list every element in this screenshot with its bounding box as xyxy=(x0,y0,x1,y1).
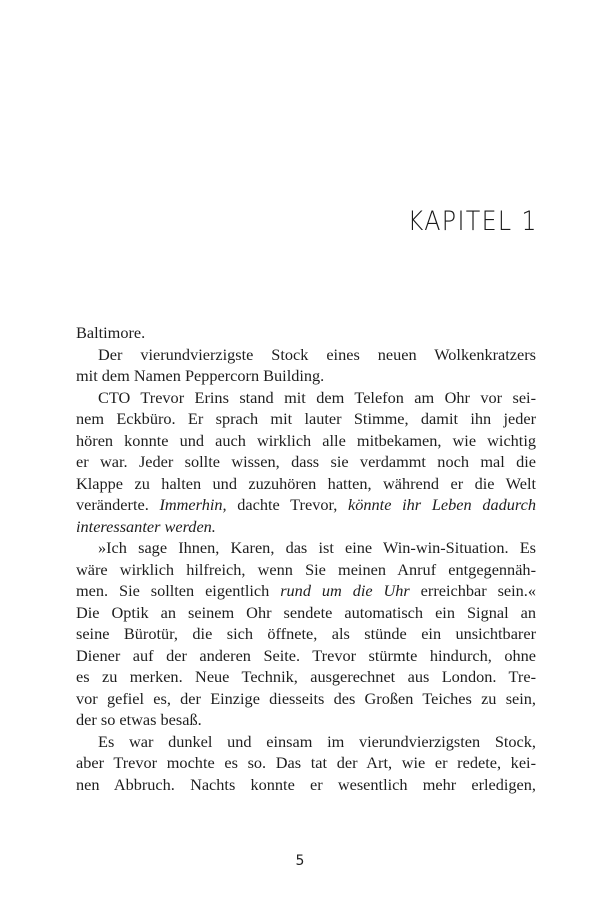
text-line: interessanter werden. xyxy=(76,516,216,536)
text-line: veränderte. Immerhin, dachte Trevor, könnte ihr Leben dadurch xyxy=(76,495,536,514)
body-text xyxy=(76,322,536,795)
text-line: nem Eckbüro. Er sprach mit lauter Stimme, damit ihn jeder xyxy=(76,409,536,428)
text-line: seine Bürotür, die sich öffnete, als stünde ein unsichtbarer xyxy=(76,624,536,643)
text-line: »Ich sage Ihnen, Karen, das ist eine Win-win-Situation. Es xyxy=(98,538,536,557)
text-line: der so etwas besaß. xyxy=(76,710,202,729)
text-line: hören konnte und auch wirklich alle mitbekamen, wie wichtig xyxy=(76,430,536,450)
page-number: 5 xyxy=(295,853,305,869)
text-line: Klappe zu halten und zuzuhören hatten, während er die Welt xyxy=(76,473,536,493)
text-line: aber Trevor mochte es so. Das tat der Art, wie er redete, kei- xyxy=(76,753,536,772)
text-line: vor gefiel es, der Einzige diesseits des Großen Teiches zu sein, xyxy=(76,688,536,708)
text-line: CTO Trevor Erins stand mit dem Telefon am Ohr vor sei- xyxy=(98,387,536,407)
text-line: es zu merken. Neue Technik, ausgerechnet aus London. Tre- xyxy=(76,667,536,686)
text-line: Die Optik an seinem Ohr sendete automatisch ein Signal an xyxy=(76,602,536,622)
text-line: Es war dunkel und einsam im vierundvierzigsten Stock, xyxy=(98,731,536,751)
text-line: wäre wirklich hilfreich, wenn Sie meinen Anruf entgegennäh- xyxy=(76,559,536,579)
text-line: Der vierundvierzigste Stock eines neuen Wolkenkratzers xyxy=(98,344,536,364)
text-line: nen Abbruch. Nachts konnte er wesentlich mehr erledigen, xyxy=(76,774,536,794)
text-line: Diener auf der anderen Seite. Trevor stürmte hindurch, ohne xyxy=(76,645,536,665)
text-line: Baltimore. xyxy=(76,323,146,342)
text-line: mit dem Namen Peppercorn Building. xyxy=(76,366,325,385)
chapter-title: KAPITEL 1 xyxy=(407,206,538,237)
text-line: men. Sie sollten eigentlich rund um die Uhr erreichbar sein.« xyxy=(76,581,537,600)
text-line: er war. Jeder sollte wissen, dass sie verdammt noch mal die xyxy=(76,452,536,471)
